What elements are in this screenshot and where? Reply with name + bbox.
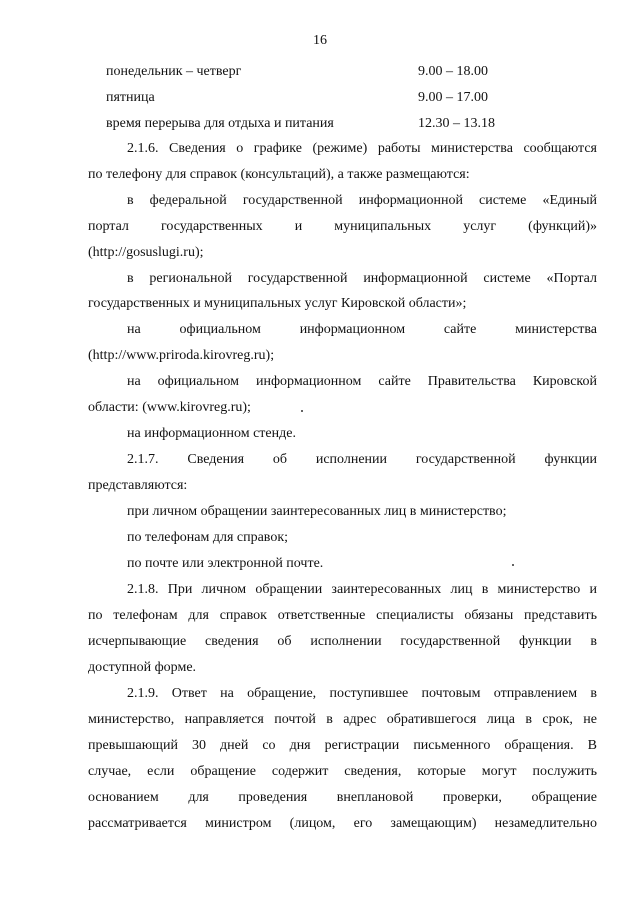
schedule-row xyxy=(106,89,526,107)
text-line: в региональной государственной информационной системе «Портал xyxy=(127,271,597,286)
text-line: 2.1.9. Ответ на обращение, поступившее почтовым отправлением в xyxy=(127,686,597,701)
text-line: (http://gosuslugi.ru); xyxy=(88,245,204,260)
text-line: 2.1.6. Сведения о графике (режиме) работы министерства сообщаются xyxy=(127,141,597,156)
text-line: при личном обращении заинтересованных лиц в министерство; xyxy=(127,504,507,519)
scan-speck xyxy=(512,564,514,566)
schedule-label: пятница xyxy=(106,90,155,105)
text-line: государственных и муниципальных услуг Кировской области»; xyxy=(88,296,467,311)
text-line: на официальном информационном сайте министерства xyxy=(127,322,597,337)
text-line: министерство, направляется почтой в адрес обратившегося лица в срок, не xyxy=(88,712,597,727)
page-number: 16 xyxy=(313,33,327,48)
text-line: портал государственных и муниципальных услуг (функций)» xyxy=(88,219,597,234)
schedule-label: время перерыва для отдыха и питания xyxy=(106,116,334,131)
schedule-time: 12.30 – 13.18 xyxy=(418,116,495,131)
text-line: доступной форме. xyxy=(88,660,197,675)
schedule-row xyxy=(106,63,526,81)
schedule-time: 9.00 – 18.00 xyxy=(418,64,488,79)
text-line: превышающий 30 дней со дня регистрации письменного обращения. В xyxy=(88,738,597,753)
text-line: основанием для проведения внеплановой проверки, обращение xyxy=(88,790,597,805)
text-line: в федеральной государственной информационной системе «Единый xyxy=(127,193,597,208)
text-line: по телефонам для справок ответственные специалисты обязаны представить xyxy=(88,608,597,623)
text-line: рассматривается министром (лицом, его замещающим) незамедлительно xyxy=(88,816,597,831)
text-line: по телефонам для справок; xyxy=(127,530,289,545)
schedule-time: 9.00 – 17.00 xyxy=(418,90,488,105)
schedule-label: понедельник – четверг xyxy=(106,64,242,79)
text-line: на информационном стенде. xyxy=(127,426,296,441)
text-line: на официальном информационном сайте Правительства Кировской xyxy=(127,374,597,389)
text-line: 2.1.7. Сведения об исполнении государственной функции xyxy=(127,452,597,467)
scan-speck xyxy=(301,410,303,412)
text-line: представляются: xyxy=(88,478,188,493)
schedule-row xyxy=(106,115,526,133)
text-line: (http://www.priroda.kirovreg.ru); xyxy=(88,348,275,363)
text-line: случае, если обращение содержит сведения, которые могут послужить xyxy=(88,764,597,779)
text-line: 2.1.8. При личном обращении заинтересованных лиц в министерство и xyxy=(127,582,597,597)
text-line: по телефону для справок (консультаций), а также размещаются: xyxy=(88,167,470,182)
text-line: по почте или электронной почте. xyxy=(127,556,324,571)
text-line: исчерпывающие сведения об исполнении государственной функции в xyxy=(88,634,597,649)
text-line: области: (www.kirovreg.ru); xyxy=(88,400,251,415)
